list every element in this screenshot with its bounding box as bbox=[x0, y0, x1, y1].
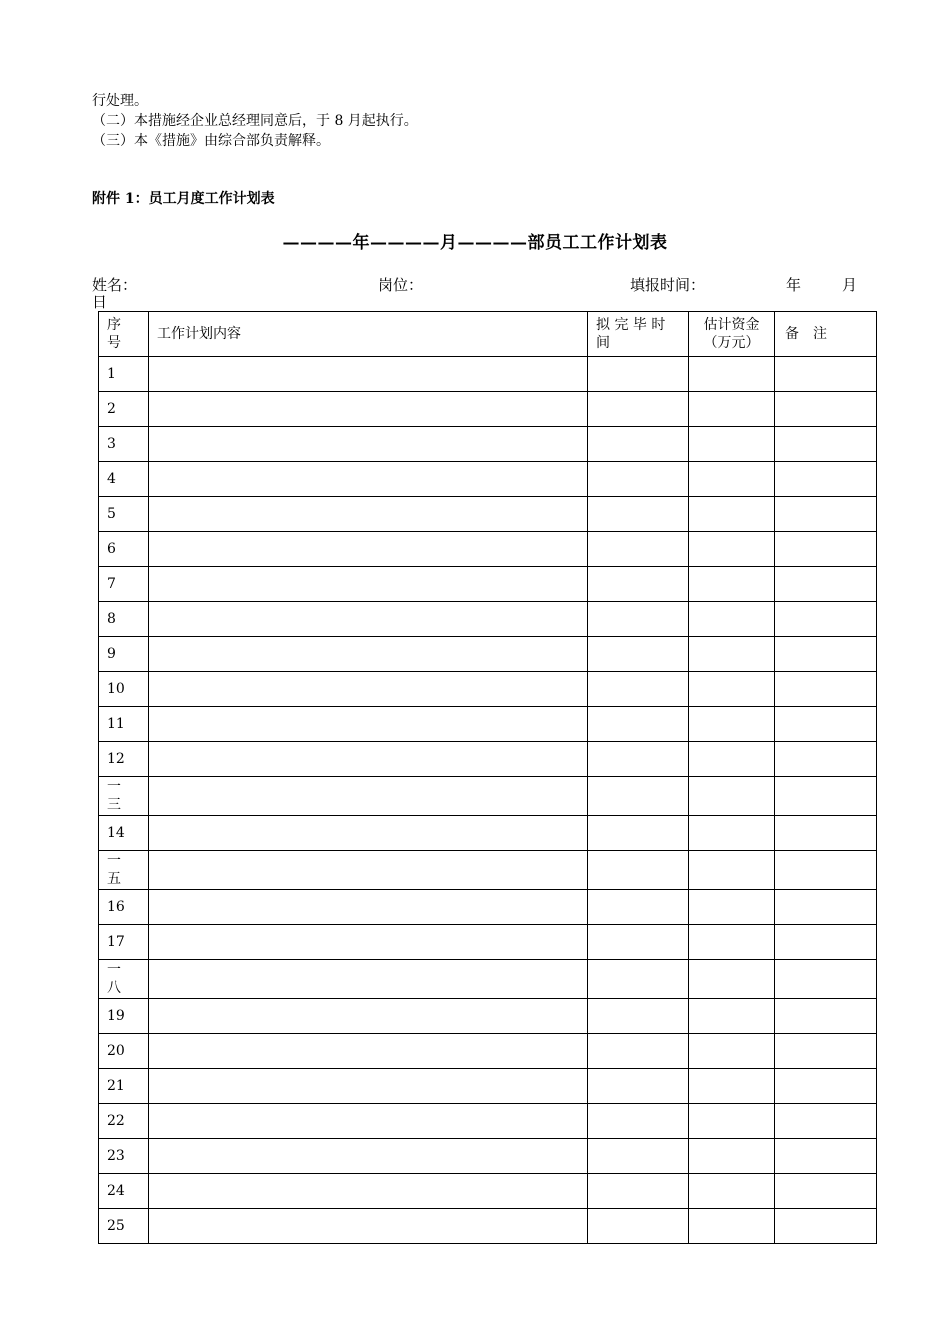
row-seq-cell: 11 bbox=[99, 707, 149, 742]
row-amount-cell[interactable] bbox=[689, 497, 775, 532]
row-finish-time-cell[interactable] bbox=[588, 567, 689, 602]
row-content-cell[interactable] bbox=[149, 1139, 588, 1174]
header-seq-line-1: 序 bbox=[107, 317, 121, 333]
row-seq-cell: 3 bbox=[99, 427, 149, 462]
table-row bbox=[99, 1034, 877, 1069]
table-row bbox=[99, 999, 877, 1034]
row-finish-time-cell[interactable] bbox=[588, 1104, 689, 1139]
row-amount-cell[interactable] bbox=[689, 777, 775, 816]
intro-line-3: （三）本《措施》由综合部负责解释。 bbox=[92, 133, 330, 149]
row-remark-cell[interactable] bbox=[775, 462, 877, 497]
row-seq-cell: 10 bbox=[99, 672, 149, 707]
row-seq-cell: 25 bbox=[99, 1209, 149, 1244]
header-amount-line-2: （万元） bbox=[703, 335, 760, 351]
row-finish-time-cell[interactable] bbox=[588, 637, 689, 672]
row-seq-cell: 12 bbox=[99, 742, 149, 777]
row-content-cell[interactable] bbox=[149, 637, 588, 672]
row-finish-time-cell[interactable] bbox=[588, 1209, 689, 1244]
row-amount-cell[interactable] bbox=[689, 567, 775, 602]
row-finish-time-cell[interactable] bbox=[588, 1139, 689, 1174]
header-finish-time bbox=[588, 312, 689, 357]
header-seq-line-2: 号 bbox=[107, 335, 121, 351]
row-remark-cell[interactable] bbox=[775, 925, 877, 960]
row-remark-cell[interactable] bbox=[775, 497, 877, 532]
form-title: ————年————月————部员工工作计划表 bbox=[282, 233, 668, 253]
year-label: 年 bbox=[786, 276, 802, 294]
row-content-cell[interactable] bbox=[149, 1069, 588, 1104]
row-content-cell[interactable] bbox=[149, 1034, 588, 1069]
header-content: 工作计划内容 bbox=[149, 312, 588, 357]
row-remark-cell[interactable] bbox=[775, 1139, 877, 1174]
row-finish-time-cell[interactable] bbox=[588, 532, 689, 567]
row-amount-cell[interactable] bbox=[689, 707, 775, 742]
row-remark-cell[interactable] bbox=[775, 672, 877, 707]
row-seq-cell: 17 bbox=[99, 925, 149, 960]
row-amount-cell[interactable] bbox=[689, 1069, 775, 1104]
row-finish-time-cell[interactable] bbox=[588, 392, 689, 427]
header-finish-time-line-1: 拟 完 毕 时 bbox=[596, 317, 666, 333]
row-finish-time-cell[interactable] bbox=[588, 1174, 689, 1209]
row-content-cell[interactable] bbox=[149, 1104, 588, 1139]
table-row bbox=[99, 427, 877, 462]
row-seq-cell: 16 bbox=[99, 890, 149, 925]
row-content-cell[interactable] bbox=[149, 1209, 588, 1244]
row-finish-time-cell[interactable] bbox=[588, 602, 689, 637]
row-amount-cell[interactable] bbox=[689, 1209, 775, 1244]
row-remark-cell[interactable] bbox=[775, 427, 877, 462]
table-row bbox=[99, 960, 877, 999]
row-seq-cell: 9 bbox=[99, 637, 149, 672]
row-remark-cell[interactable] bbox=[775, 999, 877, 1034]
row-seq-cell bbox=[99, 851, 149, 890]
row-content-cell[interactable] bbox=[149, 707, 588, 742]
row-finish-time-cell[interactable] bbox=[588, 777, 689, 816]
row-remark-cell[interactable] bbox=[775, 890, 877, 925]
row-remark-cell[interactable] bbox=[775, 960, 877, 999]
row-amount-cell[interactable] bbox=[689, 462, 775, 497]
row-remark-cell[interactable] bbox=[775, 707, 877, 742]
intro-line-1: 行处理。 bbox=[92, 93, 148, 109]
row-remark-cell[interactable] bbox=[775, 1034, 877, 1069]
table-row bbox=[99, 637, 877, 672]
row-remark-cell[interactable] bbox=[775, 357, 877, 392]
intro-line-2: （二）本措施经企业总经理同意后，于 8 月起执行。 bbox=[92, 113, 418, 129]
table-row bbox=[99, 462, 877, 497]
row-amount-cell[interactable] bbox=[689, 357, 775, 392]
row-content-cell[interactable] bbox=[149, 532, 588, 567]
row-remark-cell[interactable] bbox=[775, 816, 877, 851]
header-remark: 备 注 bbox=[775, 312, 877, 357]
row-content-cell[interactable] bbox=[149, 602, 588, 637]
table-row bbox=[99, 1209, 877, 1244]
row-amount-cell[interactable] bbox=[689, 925, 775, 960]
row-seq-cell: 19 bbox=[99, 999, 149, 1034]
row-content-cell[interactable] bbox=[149, 777, 588, 816]
table-row bbox=[99, 672, 877, 707]
row-remark-cell[interactable] bbox=[775, 851, 877, 890]
row-remark-cell[interactable] bbox=[775, 637, 877, 672]
row-seq-char: 一 bbox=[107, 962, 121, 978]
row-amount-cell[interactable] bbox=[689, 532, 775, 567]
row-remark-cell[interactable] bbox=[775, 602, 877, 637]
table-row bbox=[99, 1139, 877, 1174]
row-content-cell[interactable] bbox=[149, 816, 588, 851]
row-seq-cell: 23 bbox=[99, 1139, 149, 1174]
row-seq-cell: 6 bbox=[99, 532, 149, 567]
row-seq-cell: 4 bbox=[99, 462, 149, 497]
row-amount-cell[interactable] bbox=[689, 851, 775, 890]
day-label: 日 bbox=[92, 293, 108, 311]
row-amount-cell[interactable] bbox=[689, 672, 775, 707]
table-row bbox=[99, 497, 877, 532]
row-finish-time-cell[interactable] bbox=[588, 925, 689, 960]
attachment-heading: 附件 1：员工月度工作计划表 bbox=[92, 191, 275, 207]
row-amount-cell[interactable] bbox=[689, 1034, 775, 1069]
table-row bbox=[99, 392, 877, 427]
row-finish-time-cell[interactable] bbox=[588, 999, 689, 1034]
row-finish-time-cell[interactable] bbox=[588, 462, 689, 497]
row-content-cell[interactable] bbox=[149, 497, 588, 532]
row-amount-cell[interactable] bbox=[689, 602, 775, 637]
row-finish-time-cell[interactable] bbox=[588, 851, 689, 890]
row-seq-char: 八 bbox=[107, 980, 121, 996]
row-content-cell[interactable] bbox=[149, 427, 588, 462]
header-seq bbox=[99, 312, 149, 357]
row-seq-cell: 21 bbox=[99, 1069, 149, 1104]
row-amount-cell[interactable] bbox=[689, 960, 775, 999]
row-seq-cell: 24 bbox=[99, 1174, 149, 1209]
row-content-cell[interactable] bbox=[149, 960, 588, 999]
row-finish-time-cell[interactable] bbox=[588, 357, 689, 392]
table-row bbox=[99, 1069, 877, 1104]
table-header-row bbox=[99, 312, 877, 357]
row-amount-cell[interactable] bbox=[689, 742, 775, 777]
row-content-cell[interactable] bbox=[149, 1174, 588, 1209]
table-row bbox=[99, 742, 877, 777]
row-content-cell[interactable] bbox=[149, 851, 588, 890]
row-remark-cell[interactable] bbox=[775, 1069, 877, 1104]
row-finish-time-cell[interactable] bbox=[588, 427, 689, 462]
row-remark-cell[interactable] bbox=[775, 1174, 877, 1209]
row-finish-time-cell[interactable] bbox=[588, 960, 689, 999]
row-finish-time-cell[interactable] bbox=[588, 1069, 689, 1104]
date-label: 填报时间： bbox=[630, 276, 706, 294]
row-finish-time-cell[interactable] bbox=[588, 816, 689, 851]
row-content-cell[interactable] bbox=[149, 392, 588, 427]
table-row bbox=[99, 357, 877, 392]
row-seq-cell bbox=[99, 960, 149, 999]
header-finish-time-line-2: 间 bbox=[596, 335, 610, 351]
row-content-cell[interactable] bbox=[149, 742, 588, 777]
row-remark-cell[interactable] bbox=[775, 1104, 877, 1139]
table-row bbox=[99, 777, 877, 816]
row-finish-time-cell[interactable] bbox=[588, 707, 689, 742]
row-remark-cell[interactable] bbox=[775, 777, 877, 816]
row-amount-cell[interactable] bbox=[689, 1174, 775, 1209]
row-seq-cell: 22 bbox=[99, 1104, 149, 1139]
table-row bbox=[99, 707, 877, 742]
table-body bbox=[99, 357, 877, 1244]
table-row bbox=[99, 1104, 877, 1139]
row-seq-char: 五 bbox=[107, 871, 121, 887]
work-plan-table bbox=[98, 311, 877, 1244]
row-content-cell[interactable] bbox=[149, 925, 588, 960]
table-row bbox=[99, 925, 877, 960]
table-row bbox=[99, 1174, 877, 1209]
row-seq-cell: 8 bbox=[99, 602, 149, 637]
table-row bbox=[99, 890, 877, 925]
row-amount-cell[interactable] bbox=[689, 637, 775, 672]
month-label: 月 bbox=[842, 276, 858, 294]
row-seq-cell: 20 bbox=[99, 1034, 149, 1069]
row-seq-char: 一 bbox=[107, 779, 121, 795]
row-remark-cell[interactable] bbox=[775, 567, 877, 602]
row-amount-cell[interactable] bbox=[689, 890, 775, 925]
row-amount-cell[interactable] bbox=[689, 1104, 775, 1139]
row-finish-time-cell[interactable] bbox=[588, 890, 689, 925]
row-finish-time-cell[interactable] bbox=[588, 742, 689, 777]
row-finish-time-cell[interactable] bbox=[588, 497, 689, 532]
row-remark-cell[interactable] bbox=[775, 532, 877, 567]
header-amount-line-1: 估计资金 bbox=[703, 317, 760, 333]
name-label: 姓名： bbox=[92, 276, 138, 294]
row-finish-time-cell[interactable] bbox=[588, 1034, 689, 1069]
row-seq-cell: 5 bbox=[99, 497, 149, 532]
position-label: 岗位： bbox=[378, 276, 424, 294]
header-amount bbox=[689, 312, 775, 357]
table-row bbox=[99, 567, 877, 602]
table-row bbox=[99, 532, 877, 567]
row-seq-cell: 14 bbox=[99, 816, 149, 851]
table-row bbox=[99, 816, 877, 851]
row-seq-cell: 1 bbox=[99, 357, 149, 392]
row-content-cell[interactable] bbox=[149, 462, 588, 497]
row-seq-cell: 2 bbox=[99, 392, 149, 427]
row-amount-cell[interactable] bbox=[689, 999, 775, 1034]
row-seq-char: 一 bbox=[107, 853, 121, 869]
row-amount-cell[interactable] bbox=[689, 392, 775, 427]
row-seq-char: 三 bbox=[107, 797, 121, 813]
row-finish-time-cell[interactable] bbox=[588, 672, 689, 707]
row-content-cell[interactable] bbox=[149, 999, 588, 1034]
row-remark-cell[interactable] bbox=[775, 1209, 877, 1244]
row-amount-cell[interactable] bbox=[689, 816, 775, 851]
row-content-cell[interactable] bbox=[149, 672, 588, 707]
row-amount-cell[interactable] bbox=[689, 427, 775, 462]
row-content-cell[interactable] bbox=[149, 890, 588, 925]
row-remark-cell[interactable] bbox=[775, 742, 877, 777]
row-content-cell[interactable] bbox=[149, 357, 588, 392]
table-row bbox=[99, 851, 877, 890]
row-remark-cell[interactable] bbox=[775, 392, 877, 427]
row-amount-cell[interactable] bbox=[689, 1139, 775, 1174]
row-seq-cell bbox=[99, 777, 149, 816]
row-seq-cell: 7 bbox=[99, 567, 149, 602]
table-row bbox=[99, 602, 877, 637]
row-content-cell[interactable] bbox=[149, 567, 588, 602]
